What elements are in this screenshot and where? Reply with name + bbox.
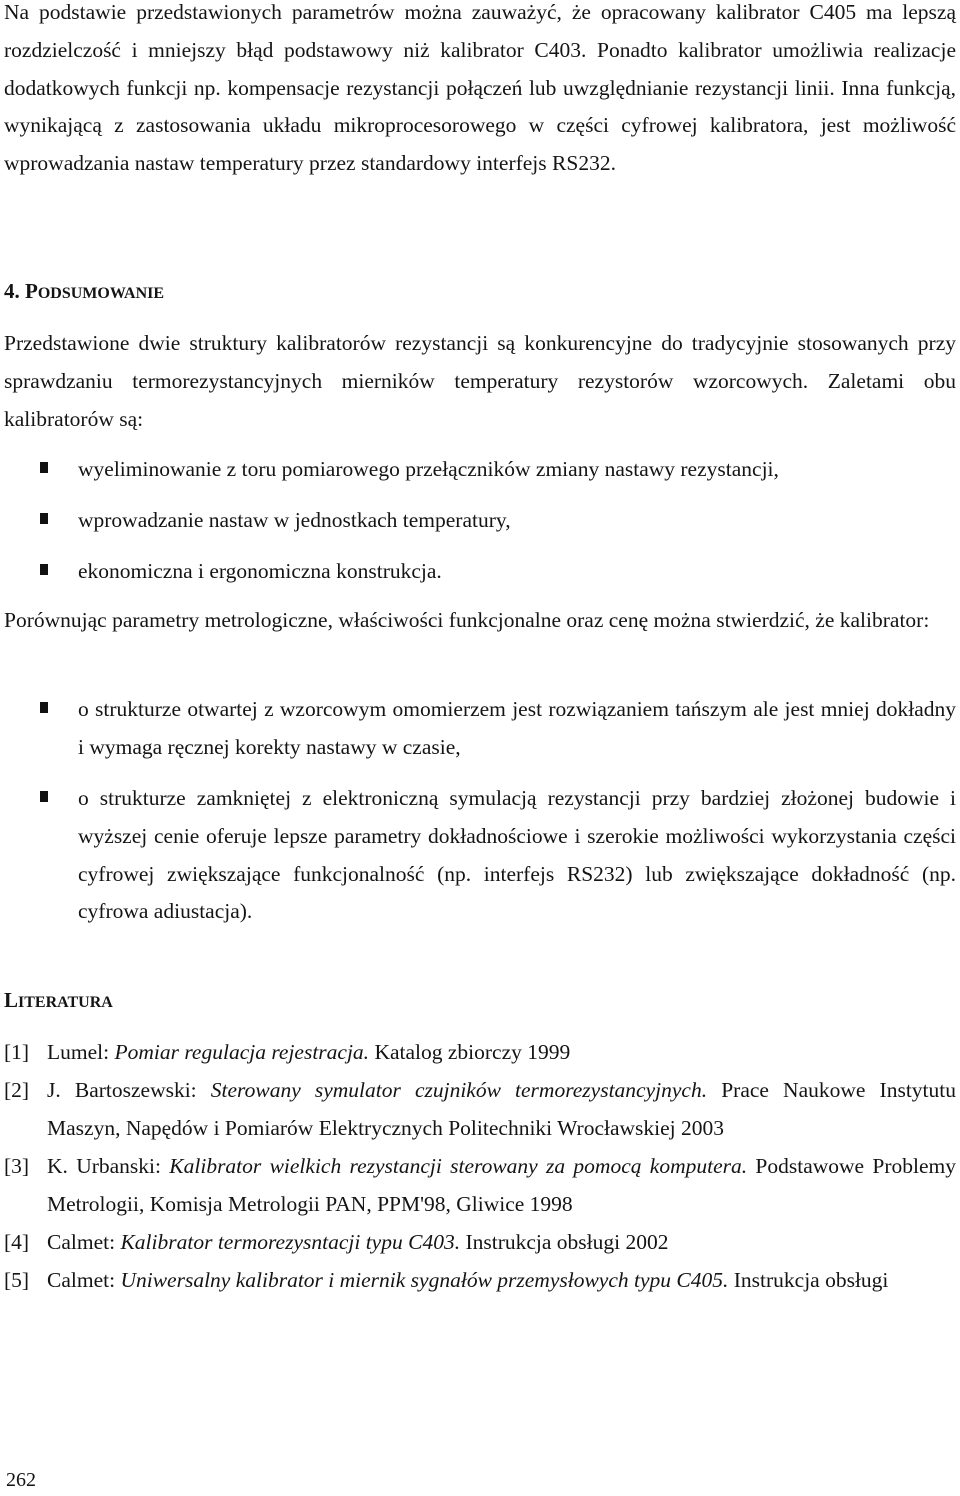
reference-number: [5] xyxy=(4,1268,30,1292)
reference-details: Prace Naukowe Instytutu Maszyn, Napędów i Pomiarów Elektrycznych Politechniki Wrocławskiej 2003 xyxy=(47,1078,956,1140)
reference-author: Lumel: xyxy=(47,1040,115,1064)
conclusion-text: o strukturze otwartej z wzorcowym omomierzem jest rozwiązaniem tańszym ale jest mniej dokładny i wymaga ręcznej korekty nastawy w czasie, xyxy=(78,697,956,759)
reference-body xyxy=(47,1262,956,1300)
intro-paragraph: Na podstawie przedstawionych parametrów można zauważyć, że opracowany kalibrator C405 ma lepszą rozdzielczość i mniejszy błąd podstawowy niż kalibrator C403. Ponadto kalibrator umożliwia realizacje dodatkowych funkcji np. kompensacje rezystancji połączeń lub uwzględnianie rezystancji linii. Inna funkcją, wynikającą z zastosowania układu mikroprocesorowego w części cyfrowej kalibratora, jest możliwość wprowadzania nastaw temperatury przez standardowy interfejs RS232. xyxy=(4,0,956,176)
reference-author: Calmet: xyxy=(47,1268,121,1292)
literature-heading xyxy=(4,985,113,1018)
conclusion-text: o strukturze zamkniętej z elektroniczną symulacją rezystancji przy bardziej złożonej budowie i wyższej cenie oferuje lepsze parametry dokładnościowe i szerokie możliwości wykorzystania części cyfrowej zwiększające funkcjonalność (np. interfejs RS232) lub zwiększające dokładność (np. cyfrowa adiustacja). xyxy=(78,786,956,924)
advantage-text: ekonomiczna i ergonomiczna konstrukcja. xyxy=(78,559,442,583)
reference-title: Uniwersalny kalibrator i miernik sygnałów przemysłowych typu C405. xyxy=(120,1268,729,1292)
reference-author: Calmet: xyxy=(47,1230,121,1254)
reference-title: Kalibrator termorezysntacji typu C403. xyxy=(120,1230,461,1254)
square-bullet-icon xyxy=(40,462,48,473)
summary-heading-rest: ODSUMOWANIE xyxy=(37,285,165,302)
reference-body xyxy=(47,1034,956,1072)
summary-paragraph: Przedstawione dwie struktury kalibratorów rezystancji są konkurencyjne do tradycyjnie stosowanych przy sprawdzaniu termorezystancyjnych mierników temperatury rezystorów wzorcowych. Zaletami obu kalibratorów są: xyxy=(4,331,956,431)
reference-details: Katalog zbiorczy 1999 xyxy=(369,1040,571,1064)
reference-details: Podstawowe Problemy Metrologii, Komisja Metrologii PAN, PPM'98, Gliwice 1998 xyxy=(47,1154,956,1216)
reference-number: [4] xyxy=(4,1230,30,1254)
reference-number: [3] xyxy=(4,1154,30,1178)
page-number: 262 xyxy=(6,1469,36,1491)
square-bullet-icon xyxy=(40,791,48,802)
advantage-text: wprowadzanie nastaw w jednostkach temperatury, xyxy=(78,508,511,532)
reference-body xyxy=(47,1148,956,1224)
reference-title: Sterowany symulator czujników termorezystancyjnych. xyxy=(210,1078,708,1102)
reference-title: Kalibrator wielkich rezystancji sterowany za pomocą komputera. xyxy=(169,1154,748,1178)
reference-title: Pomiar regulacja rejestracja. xyxy=(114,1040,370,1064)
reference-body xyxy=(47,1072,956,1148)
reference-details: Instrukcja obsługi xyxy=(728,1268,889,1292)
summary-heading xyxy=(4,276,164,309)
reference-number: [1] xyxy=(4,1040,30,1064)
comparison-paragraph: Porównując parametry metrologiczne, właściwości funkcjonalne oraz cenę można stwierdzić, że kalibrator: xyxy=(4,608,930,632)
summary-heading-number: 4. xyxy=(4,279,20,303)
reference-details: Instrukcja obsługi 2002 xyxy=(460,1230,669,1254)
square-bullet-icon xyxy=(40,513,48,524)
advantage-text: wyeliminowanie z toru pomiarowego przełączników zmiany nastawy rezystancji, xyxy=(78,457,779,481)
square-bullet-icon xyxy=(40,702,48,713)
reference-body xyxy=(47,1224,956,1262)
reference-author: K. Urbanski: xyxy=(47,1154,170,1178)
reference-number: [2] xyxy=(4,1078,30,1102)
reference-author: J. Bartoszewski: xyxy=(47,1078,211,1102)
literature-heading-initial: L xyxy=(4,988,19,1012)
square-bullet-icon xyxy=(40,564,48,575)
summary-heading-initial: P xyxy=(25,279,38,303)
literature-heading-rest: ITERATURA xyxy=(18,994,113,1011)
